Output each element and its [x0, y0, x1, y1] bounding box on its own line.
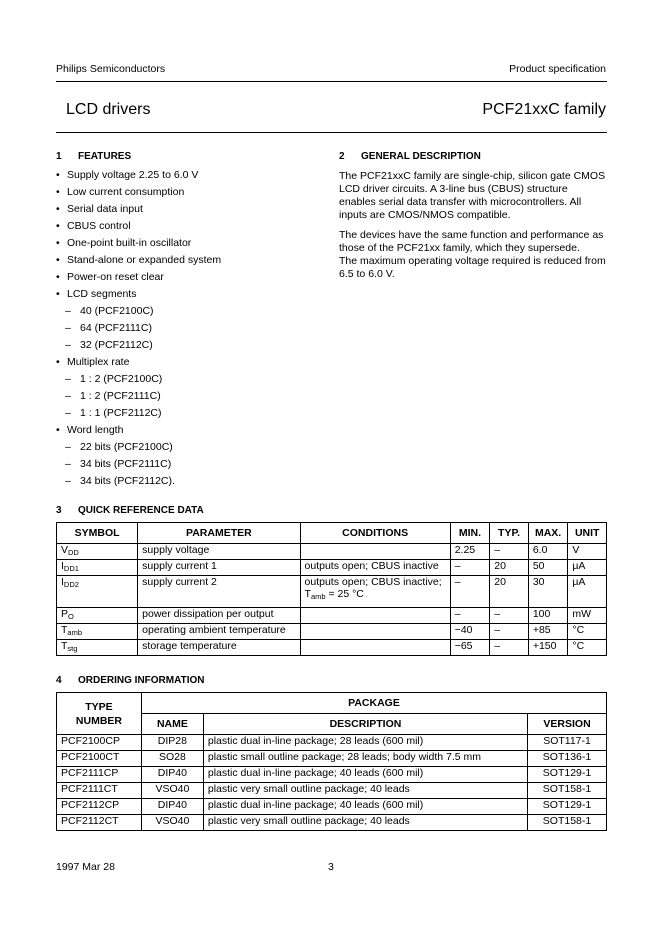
- ordering-heading: 4 ORDERING INFORMATION: [56, 675, 205, 686]
- min-cell: –: [450, 608, 490, 624]
- max-cell: 50: [528, 560, 568, 576]
- feature-item: [56, 422, 221, 439]
- version-cell: SOT136-1: [528, 751, 607, 767]
- conditions-cell: outputs open; CBUS inactive: [300, 560, 450, 576]
- feature-text: 34 bits (PCF2112C).: [80, 475, 175, 487]
- feature-subitem: [56, 473, 221, 490]
- feature-item: [56, 286, 221, 303]
- column-header: MIN.: [450, 523, 490, 544]
- general-description-paragraph: The maximum operating voltage required is reduced from 6.5 to 6.0 V.: [339, 255, 606, 280]
- column-header: PARAMETER: [138, 523, 300, 544]
- feature-subitem: [56, 405, 221, 422]
- column-header: NAME: [141, 714, 203, 735]
- package-name-cell: DIP28: [141, 735, 203, 751]
- table-row: [57, 544, 607, 560]
- type-number-cell: PCF2111CT: [57, 783, 142, 799]
- general-description-paragraph: The PCF21xxC family are single-chip, silicon gate CMOS LCD driver circuits. A 3-line bus (CBUS) structure enables serial data transfer with microcontrollers. All inputs are CMOS/NMOS compatible.: [339, 170, 606, 221]
- type-number-cell: PCF2111CP: [57, 767, 142, 783]
- package-name-cell: DIP40: [141, 799, 203, 815]
- parameter-cell: supply current 1: [138, 560, 300, 576]
- features-heading: 1 FEATURES: [56, 151, 132, 162]
- feature-subitem: [56, 320, 221, 337]
- max-cell: +150: [528, 640, 568, 656]
- typ-cell: 20: [490, 560, 529, 576]
- parameter-cell: supply voltage: [138, 544, 300, 560]
- feature-text: 40 (PCF2100C): [80, 305, 154, 317]
- min-cell: −40: [450, 624, 490, 640]
- table-row: [57, 576, 607, 608]
- version-cell: SOT158-1: [528, 815, 607, 831]
- feature-subitem: [56, 456, 221, 473]
- unit-cell: μA: [568, 560, 607, 576]
- feature-text: Power-on reset clear: [67, 271, 164, 283]
- unit-cell: °C: [568, 640, 607, 656]
- package-name-cell: SO28: [141, 751, 203, 767]
- min-cell: –: [450, 576, 490, 608]
- symbol-cell: $I_{DD1}$: [57, 560, 138, 576]
- description-cell: plastic very small outline package; 40 leads: [203, 815, 527, 831]
- conditions-cell: [300, 608, 450, 624]
- feature-text: One-point built-in oscillator: [67, 237, 192, 249]
- description-cell: plastic very small outline package; 40 leads: [203, 783, 527, 799]
- min-cell: 2.25: [450, 544, 490, 560]
- table-row: [57, 640, 607, 656]
- table-row: [57, 735, 607, 751]
- feature-text: Low current consumption: [67, 186, 185, 198]
- typ-cell: –: [490, 544, 529, 560]
- column-header: MAX.: [528, 523, 568, 544]
- feature-item: [56, 252, 221, 269]
- table-row: [57, 624, 607, 640]
- parameter-cell: power dissipation per output: [138, 608, 300, 624]
- symbol-cell: $T_{stg}$: [57, 640, 138, 656]
- company-name: Philips Semiconductors: [56, 63, 166, 75]
- feature-subitem: [56, 303, 221, 320]
- conditions-cell: [300, 624, 450, 640]
- feature-text: 34 bits (PCF2111C): [80, 458, 172, 470]
- max-cell: 30: [528, 576, 568, 608]
- type-number-cell: PCF2112CP: [57, 799, 142, 815]
- version-cell: SOT158-1: [528, 783, 607, 799]
- header-rule: [56, 81, 607, 82]
- conditions-cell: [300, 640, 450, 656]
- table-row: [57, 608, 607, 624]
- typ-cell: 20: [490, 576, 529, 608]
- table-row: [57, 767, 607, 783]
- description-cell: plastic small outline package; 28 leads; body width 7.5 mm: [203, 751, 527, 767]
- conditions-cell: outputs open; CBUS inactive; $T_{amb} = 25$ °C: [300, 576, 450, 608]
- general-description-paragraph: The devices have the same function and performance as those of the PCF21xx family, which they supersede.: [339, 229, 604, 254]
- package-header: PACKAGE: [141, 693, 606, 714]
- feature-item: [56, 167, 221, 184]
- description-cell: plastic dual in-line package; 28 leads (600 mil): [203, 735, 527, 751]
- feature-item: [56, 235, 221, 252]
- table-row: [57, 815, 607, 831]
- feature-text: 64 (PCF2111C): [80, 322, 152, 334]
- quick-reference-heading: 3 QUICK REFERENCE DATA: [56, 505, 204, 516]
- feature-item: [56, 269, 221, 286]
- package-name-cell: VSO40: [141, 815, 203, 831]
- product-family-title: PCF21xxC family: [482, 101, 606, 118]
- feature-text: LCD segments: [67, 288, 137, 300]
- parameter-cell: storage temperature: [138, 640, 300, 656]
- unit-cell: μA: [568, 576, 607, 608]
- feature-text: 1 : 2 (PCF2111C): [80, 390, 161, 402]
- parameter-cell: supply current 2: [138, 576, 300, 608]
- feature-item: [56, 218, 221, 235]
- conditions-cell: [300, 544, 450, 560]
- page-title: LCD drivers: [66, 101, 151, 118]
- feature-text: Supply voltage 2.25 to 6.0 V: [67, 169, 199, 181]
- table-row: [57, 783, 607, 799]
- version-cell: SOT117-1: [528, 735, 607, 751]
- table-row: [57, 751, 607, 767]
- description-cell: plastic dual in-line package; 40 leads (600 mil): [203, 767, 527, 783]
- type-number-cell: PCF2100CP: [57, 735, 142, 751]
- max-cell: +85: [528, 624, 568, 640]
- feature-subitem: [56, 439, 221, 456]
- max-cell: 6.0: [528, 544, 568, 560]
- general-description: [339, 170, 607, 288]
- min-cell: −65: [450, 640, 490, 656]
- feature-text: Serial data input: [67, 203, 143, 215]
- symbol-cell: $P_O$: [57, 608, 138, 624]
- feature-text: 1 : 1 (PCF2112C): [80, 407, 162, 419]
- package-name-cell: VSO40: [141, 783, 203, 799]
- title-rule: [56, 132, 607, 133]
- column-header: TYP.: [490, 523, 529, 544]
- general-description-heading: 2 GENERAL DESCRIPTION: [339, 151, 481, 162]
- feature-text: CBUS control: [67, 220, 131, 232]
- typ-cell: –: [490, 624, 529, 640]
- unit-cell: mW: [568, 608, 607, 624]
- feature-item: [56, 184, 221, 201]
- type-number-cell: PCF2112CT: [57, 815, 142, 831]
- table-row: [57, 799, 607, 815]
- document-type: Product specification: [509, 63, 606, 75]
- column-header: SYMBOL: [57, 523, 138, 544]
- ordering-table: [56, 692, 607, 831]
- type-number-cell: PCF2100CT: [57, 751, 142, 767]
- parameter-cell: operating ambient temperature: [138, 624, 300, 640]
- typ-cell: –: [490, 640, 529, 656]
- package-name-cell: DIP40: [141, 767, 203, 783]
- unit-cell: °C: [568, 624, 607, 640]
- column-header: DESCRIPTION: [203, 714, 527, 735]
- typ-cell: –: [490, 608, 529, 624]
- min-cell: –: [450, 560, 490, 576]
- feature-subitem: [56, 388, 221, 405]
- feature-text: Word length: [67, 424, 124, 436]
- quick-reference-table: [56, 522, 607, 656]
- version-cell: SOT129-1: [528, 767, 607, 783]
- column-header: UNIT: [568, 523, 607, 544]
- symbol-cell: $I_{DD2}$: [57, 576, 138, 608]
- feature-text: 32 (PCF2112C): [80, 339, 153, 351]
- feature-text: 22 bits (PCF2100C): [80, 441, 173, 453]
- symbol-cell: $V_{DD}$: [57, 544, 138, 560]
- max-cell: 100: [528, 608, 568, 624]
- feature-subitem: [56, 337, 221, 354]
- page-number: 3: [328, 861, 334, 873]
- footer-date: 1997 Mar 28: [56, 861, 115, 873]
- feature-text: 1 : 2 (PCF2100C): [80, 373, 163, 385]
- features-list: [56, 167, 221, 490]
- table-row: [57, 560, 607, 576]
- version-cell: SOT129-1: [528, 799, 607, 815]
- feature-item: [56, 201, 221, 218]
- column-header: VERSION: [528, 714, 607, 735]
- type-number-header: TYPE NUMBER: [57, 693, 142, 735]
- feature-text: Stand-alone or expanded system: [67, 254, 222, 266]
- column-header: CONDITIONS: [300, 523, 450, 544]
- symbol-cell: $T_{amb}$: [57, 624, 138, 640]
- feature-text: Multiplex rate: [67, 356, 130, 368]
- description-cell: plastic dual in-line package; 40 leads (600 mil): [203, 799, 527, 815]
- feature-subitem: [56, 371, 221, 388]
- unit-cell: V: [568, 544, 607, 560]
- feature-item: [56, 354, 221, 371]
